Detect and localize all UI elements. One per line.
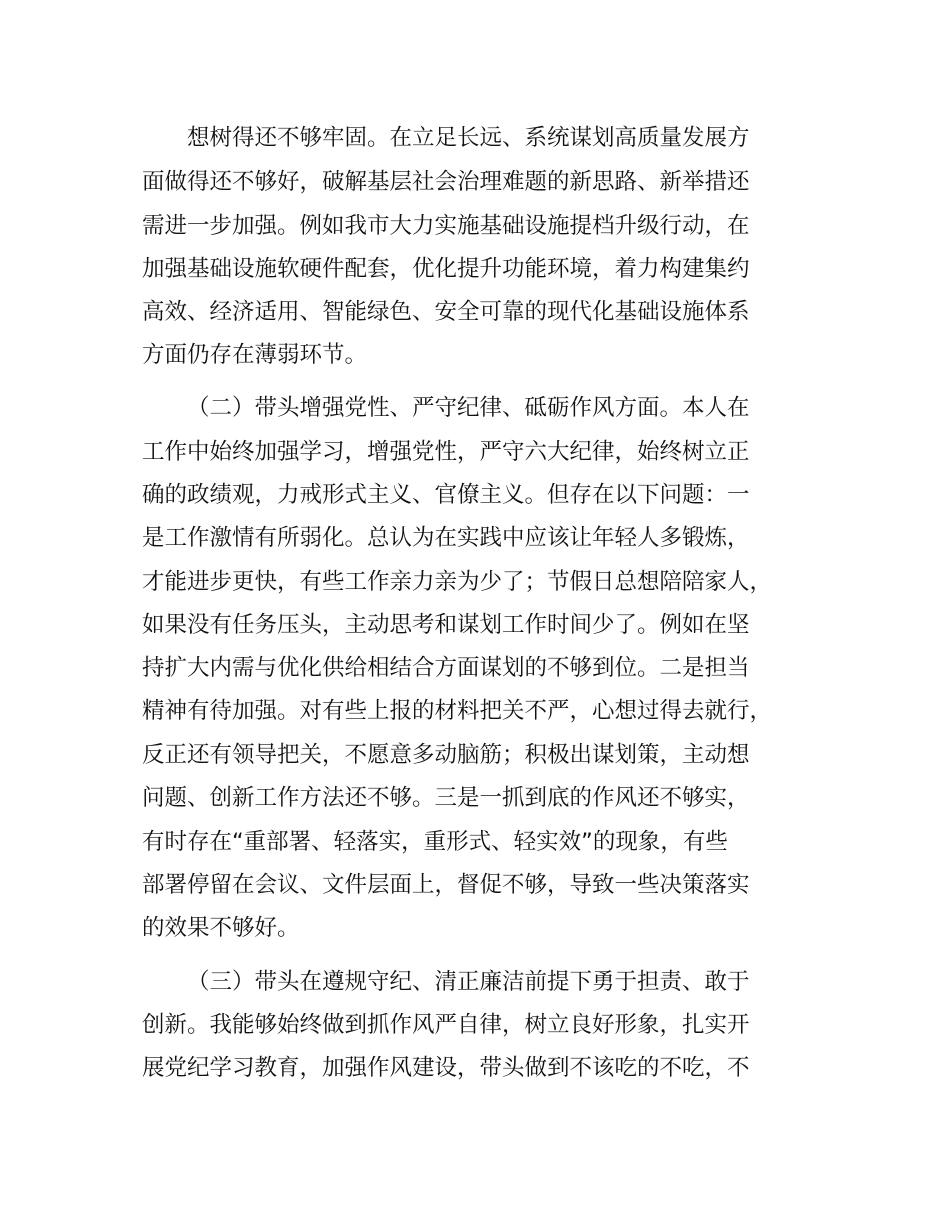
- paragraph-line: 如果没有任务压头，主动思考和谋划工作时间少了。例如在坚: [142, 612, 750, 638]
- paragraph-line: 是工作激情有所弱化。总认为在实践中应该让年轻人多锻炼，: [142, 525, 750, 551]
- paragraph-line: 想树得还不够牢固。在立足长远、系统谋划高质量发展方: [187, 125, 750, 151]
- paragraph-line: 才能进步更快，有些工作亲力亲为少了；节假日总想陪陪家人，: [142, 569, 773, 595]
- paragraph-line: 需进一步加强。例如我市大力实施基础设施提档升级行动，在: [142, 213, 750, 239]
- paragraph-line: 持扩大内需与优化供给相结合方面谋划的不够到位。二是担当: [142, 655, 750, 681]
- paragraph-line: 问题、创新工作方法还不够。三是一抓到底的作风还不够实，: [142, 785, 750, 811]
- paragraph-line: 的效果不够好。: [142, 915, 300, 941]
- paragraph-line: 工作中始终加强学习，增强党性，严守六大纪律，始终树立正: [142, 439, 750, 465]
- paragraph-line: 确的政绩观，力戒形式主义、官僚主义。但存在以下问题：一: [142, 482, 750, 508]
- paragraph-line: 精神有待加强。对有些上报的材料把关不严，心想过得去就行，: [142, 698, 773, 724]
- paragraph-line: 方面仍存在薄弱环节。: [142, 342, 368, 368]
- paragraph-line: 高效、经济适用、智能绿色、安全可靠的现代化基础设施体系: [142, 299, 750, 325]
- paragraph-line: 展党纪学习教育，加强作风建设，带头做到不该吃的不吃，不: [142, 1055, 750, 1081]
- paragraph-line: 加强基础设施软硬件配套，优化提升功能环境，着力构建集约: [142, 256, 750, 282]
- paragraph-line: 反正还有领导把关，不愿意多动脑筋；积极出谋划策，主动想: [142, 742, 750, 768]
- paragraph-line: 创新。我能够始终做到抓作风严自律，树立良好形象，扎实开: [142, 1012, 750, 1038]
- paragraph-line: 部署停留在会议、文件层面上，督促不够，导致一些决策落实: [142, 872, 750, 898]
- paragraph-line: （二）带头增强党性、严守纪律、砥砺作风方面。本人在: [187, 395, 750, 421]
- paragraph-line: （三）带头在遵规守纪、清正廉洁前提下勇于担责、敢于: [187, 969, 750, 995]
- paragraph-line: 面做得还不够好，破解基层社会治理难题的新思路、新举措还: [142, 169, 750, 195]
- paragraph-line: 有时存在“重部署、轻落实，重形式、轻实效”的现象，有些: [142, 829, 728, 855]
